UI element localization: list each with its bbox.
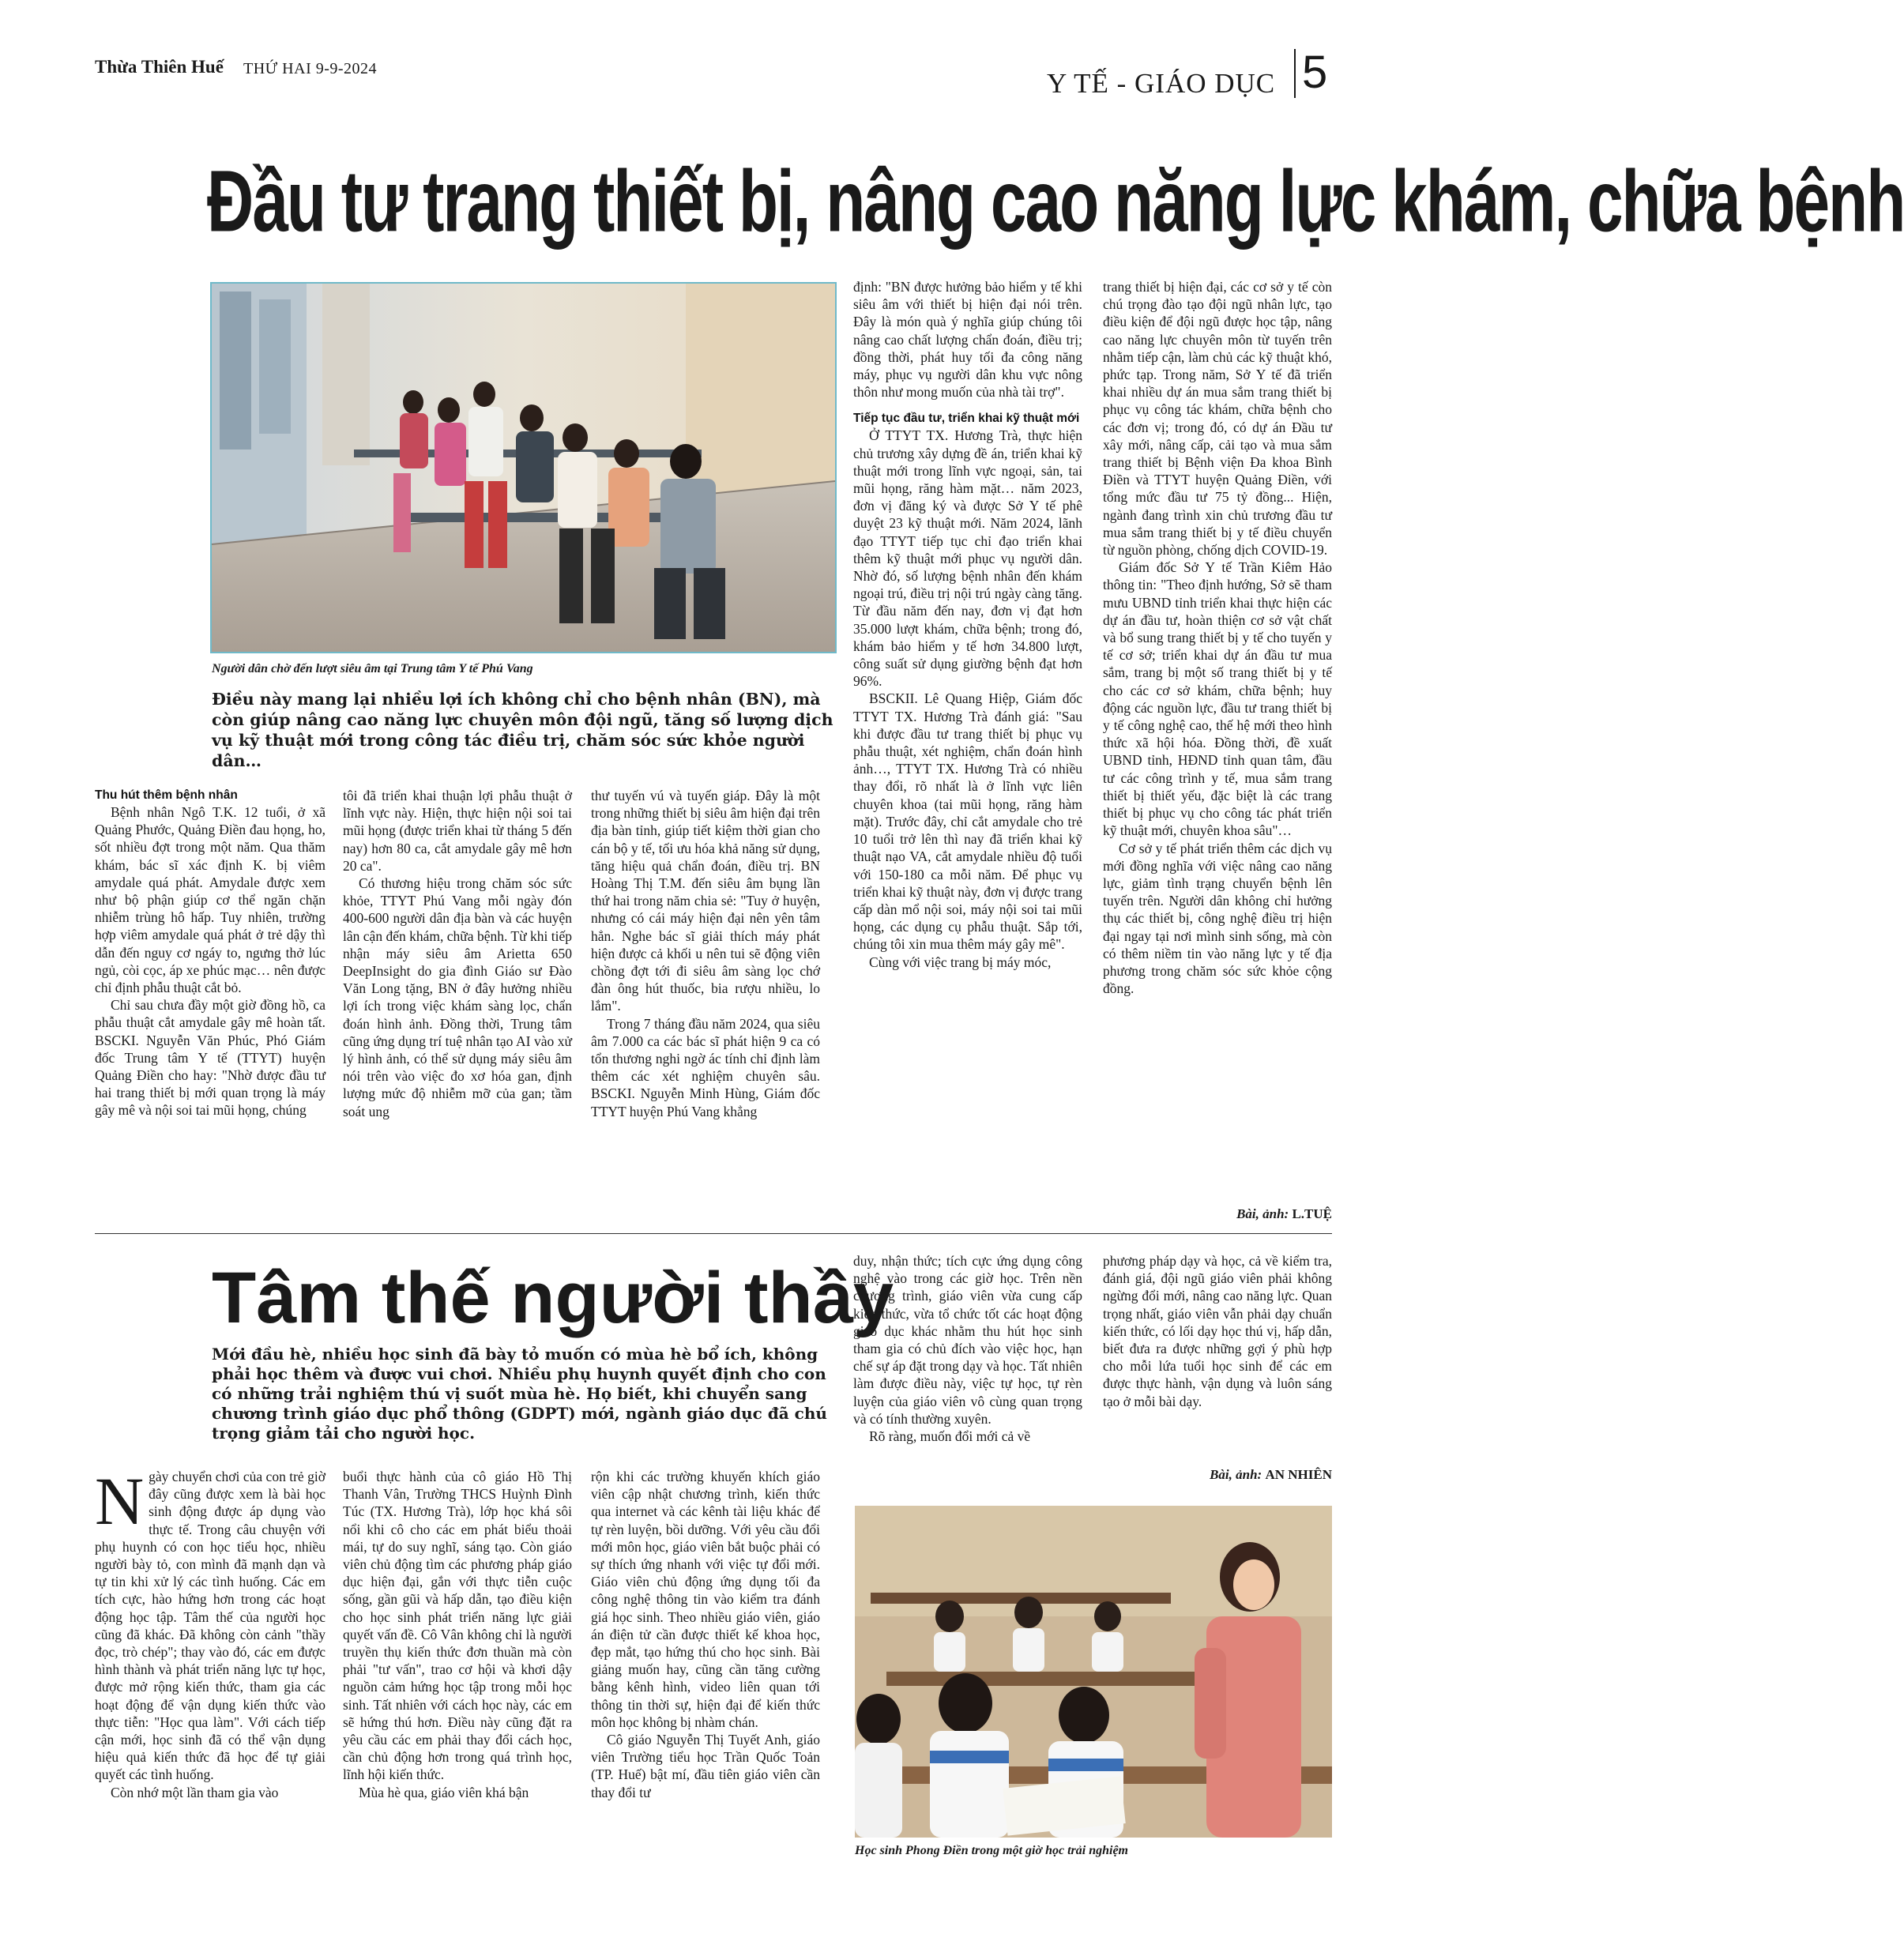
article1-subhead-2: Tiếp tục đầu tư, triển khai kỹ thuật mới	[853, 412, 1080, 426]
byline-prefix: Bài, ảnh:	[1210, 1467, 1262, 1482]
article1-photo-caption: Người dân chờ đến lượt siêu âm tại Trung tâm Y tế Phú Vang	[212, 662, 533, 675]
article1-column-2	[343, 787, 572, 1120]
paragraph: Có thương hiệu trong chăm sóc sức khỏe, TTYT Phú Vang mỗi ngày đón 400-600 người dân địa bàn và các huyện lân cận đến khám, chữa bệnh. Từ khi tiếp nhận máy siêu âm Arietta 650 DeepInsight do gia đình Giáo sư Đào Văn Long tặng, BN ở đây hưởng nhiều lợi ích trong việc khám sàng lọc, chẩn đoán hình ảnh. Đồng thời, Trung tâm cũng ứng dụng trí tuệ nhân tạo AI vào xử lý hình ảnh, có thể sử dụng máy siêu âm nói trên vào việc đo xơ hóa gan, định lượng mức độ nhiễm mỡ của gan; tầm soát ung	[343, 875, 572, 1119]
paragraph	[95, 1463, 325, 1784]
page-number: 5	[1302, 47, 1328, 98]
article2-column-4	[853, 1252, 1082, 1445]
article1-photo	[210, 282, 837, 653]
article2-byline	[1106, 1467, 1332, 1483]
paragraph: buổi thực hành của cô giáo Hồ Thị Thanh Vân, Trường THCS Huỳnh Đình Túc (TX. Hương Trà), lớp học khá sôi nổi khi cô cho các em phát biểu thoải mái, tự do suy nghĩ, sáng tạo. Còn giáo viên chủ động tìm các phương pháp giáo dục hiện đại, gắn với thực tiễn cuộc sống, gần gũi và hấp dẫn, tạo điều kiện cho học sinh phát triển năng lực giải quyết vấn đề. Cô Vân không chỉ là người truyền thụ kiến thức đơn thuần mà còn phải "tư vấn", trao cơ hội và khơi dậy nguồn cảm hứng học tập trong mỗi học sinh. Tất nhiên với cách học này, các em sẽ hứng thú hơn. Điều này cũng đặt ra yêu cầu các em phải thay đổi cách học, cần chủ động hơn trong quá trình học, lĩnh hội kiến thức.	[343, 1469, 572, 1783]
article2-column-5	[1103, 1252, 1332, 1410]
paragraph: duy, nhận thức; tích cực ứng dụng công nghệ vào trong các giờ học. Trên nền chương trình, giáo viên vừa cung cấp kiến thức, vừa tổ chức tốt các hoạt động giáo dục khác nhằm thu hút học sinh tham gia có chủ đích vào việc học, hạn chế sự áp đặt trong dạy và học. Tất nhiên làm được điều này, việc tự học, tự rèn luyện của giáo viên vô cùng quan trọng và có tính thường xuyên.	[853, 1253, 1082, 1427]
paragraph: tôi đã triển khai thuận lợi phẫu thuật ở lĩnh vực này. Hiện, thực hiện nội soi tai mũi họng (được triển khai từ tháng 5 đến nay) hơn 80 ca, cắt amydale gây mê hơn 20 ca".	[343, 788, 572, 874]
paragraph: Mùa hè qua, giáo viên khá bận	[359, 1784, 529, 1800]
article1-column-1	[95, 787, 325, 1119]
paragraph: Ở TTYT TX. Hương Trà, thực hiện chủ trương xây dựng đề án, triển khai kỹ thuật mới trong lĩnh vực ngoại, sản, tai mũi họng, răng hàm mặt… năm 2023, đơn vị đăng ký và được Sở Y tế phê duyệt 23 kỹ thuật mới. Năm 2024, lãnh đạo TTYT tiếp tục chỉ đạo triển khai thêm kỹ thuật mới phục vụ người dân. Nhờ đó, số lượng bệnh nhân đến khám ngoại trú, điều trị nội trú ngày càng tăng. Từ đầu năm đến nay, đơn vị đạt hơn 35.000 lượt khám, chữa bệnh; trong đó, khám bảo hiểm y tế hơn 34.800 lượt, công suất sử dụng giường bệnh đạt hơn 96%.	[853, 427, 1082, 690]
paragraph-text: gày chuyển chơi của con trẻ giờ đây cũng được xem là bài học sinh động được áp dụng vào thực tế. Trong câu chuyện với phụ huynh có con học tiểu học, nhiều người bày tỏ, con mình đã mạnh dạn và tự tin khi xử lý các tình huống. Các em tích cực, hào hứng hơn trong các hoạt động học tập. Tâm thế của người học cũng đã khác. Đã không còn cảnh "thầy đọc, trò chép"; thay vào đó, các em được hình thành và phát triển năng lực tự học, được mở rộng kiến thức, tham gia các hoạt động để vận dụng kiến thức vào thực tiễn: "Học qua làm". Với cách tiếp cận mới, học sinh đã có thể vận dụng hiệu quả kiến thức đã học để tự giải quyết các tình huống.	[95, 1469, 325, 1783]
article2-title: Tâm thế người thầy	[212, 1258, 894, 1338]
paragraph: Giám đốc Sở Y tế Trần Kiêm Hảo thông tin: "Theo định hướng, Sở sẽ tham mưu UBND tỉnh triển khai thực hiện các dự án đầu tư, hoàn thiện cơ sở vật chất và bổ sung trang thiết bị y tế cho tuyến y tế cơ sở; triển khai dự án đầu tư mua sắm, trang bị một số trang thiết bị y tế cho các cơ sở khám, chữa bệnh; huy động các nguồn lực, đầu tư trang thiết bị y tế công nghệ cao, thế hệ mới theo hình thức xã hội hóa. Đồng thời, đề xuất UBND tỉnh, HĐND tỉnh quan tâm, đầu tư các công trình y tế, mua sắm trang thiết bị thiết yếu, đặc biệt là các trang thiết bị phục vụ cho công tác phát triển kỹ thuật mới, chuyên khoa sâu"…	[1103, 559, 1332, 839]
paragraph: Còn nhớ một lần tham gia vào	[111, 1784, 279, 1800]
article1-column-5	[1103, 278, 1332, 997]
paragraph: BSCKII. Lê Quang Hiệp, Giám đốc TTYT TX. Hương Trà đánh giá: "Sau khi được đầu tư trang thiết bị phục vụ phẫu thuật, xét nghiệm, chẩn đoán hình ảnh…, TTYT TX. Hương Trà có nhiều thay đổi, rõ nhất là ở lĩnh vực liên chuyên khoa (tai mũi họng, răng hàm mặt). Trước đây, chỉ cắt amydale cho trẻ 10 tuổi trở lên thì nay đã triển khai kỹ thuật nạo VA, cắt amydale nhiều độ tuổi với 150-180 ca mỗi năm. Để phục vụ triển khai kỹ thuật này, đơn vị được trang cấp dàn mổ nội soi, máy nội soi tai mũi họng, các dụng cụ phẫu thuật. Sắp tới, chúng tôi xin mua thêm máy gây mê".	[853, 690, 1082, 953]
article1-title: Đầu tư trang thiết bị, nâng cao năng lực khám, chữa bệnh	[207, 152, 1904, 250]
paragraph: định: "BN được hưởng bảo hiểm y tế khi siêu âm với thiết bị hiện đại nói trên. Đây là món quà ý nghĩa giúp chúng tôi nâng cao chất lượng chẩn đoán, điều trị; đồng thời, phát huy tối đa công năng máy, phục vụ người dân khu vực nông thôn như mong muốn của nhà tài trợ".	[853, 279, 1082, 401]
article1-column-3	[591, 787, 820, 1120]
paragraph: Cơ sở y tế phát triển thêm các dịch vụ mới đồng nghĩa với việc nâng cao năng lực, giảm tình trạng chuyển bệnh lên tuyến trên. Người dân không chỉ hưởng thụ các thiết bị, công nghệ điều trị hiện đại ngay tại nơi mình sinh sống, mà còn có thêm niềm tin vào năng lực y tế địa phương trong chăm sóc sức khỏe cộng đồng.	[1103, 840, 1332, 997]
paragraph: Chỉ sau chưa đầy một giờ đồng hồ, ca phẫu thuật cắt amydale gây mê hoàn tất. BSCKI. Nguyễn Văn Phúc, Phó Giám đốc Trung tâm Y tế (TTYT) huyện Quảng Điền cho hay: "Nhờ được đầu tư hai trang thiết bị mới quan trọng là máy gây mê và nội soi tai mũi họng, chúng	[95, 997, 325, 1119]
article1-column-4	[853, 278, 1082, 971]
article2-photo	[855, 1506, 1332, 1838]
article2-column-1	[95, 1463, 325, 1801]
paragraph: Rõ ràng, muốn đổi mới cả về	[869, 1428, 1031, 1445]
paragraph: trang thiết bị hiện đại, các cơ sở y tế còn chú trọng đào tạo đội ngũ nhân lực, tạo điều kiện để đội ngũ được học tập, nâng cao năng lực chuyên môn từ tuyến trên nhằm tiếp cận, làm chủ các kỹ thuật khó, phức tạp. Trong năm, Sở Y tế đã triển khai nhiều dự án mua sắm trang thiết bị phục vụ công tác khám, chữa bệnh cho các đơn vị; trong đó, có dự án Đầu tư xây mới, nâng cấp, cải tạo và mua sắm trang thiết bị Bệnh viện Đa khoa Bình Điền và TTYT huyện Quảng Điền, với tổng mức đầu tư 75 tỷ đồng... Hiện, ngành đang trình xin chủ trương đầu tư mua sắm trang thiết bị y tế điều chuyển từ nguồn phòng, chống dịch COVID-19.	[1103, 279, 1332, 559]
article1-lead: Điều này mang lại nhiều lợi ích không chỉ cho bệnh nhân (BN), mà còn giúp nâng cao năng lực chuyên môn đội ngũ, tăng số lượng dịch vụ kỹ thuật mới trong công tác điều trị, chăm sóc sức khỏe người dân…	[212, 690, 833, 770]
drop-cap: N	[95, 1463, 145, 1539]
paragraph: phương pháp dạy và học, cả về kiểm tra, đánh giá, đội ngũ giáo viên phải không ngừng đổi mới, nâng cao năng lực. Quan trọng nhất, giáo viên vẫn phải dạy chuẩn kiến thức, có lối dạy học thú vị, hấp dẫn, biết đưa ra được những gợi ý phù hợp cho mỗi lứa tuổi học sinh để các em được thực hành, vận dụng và luôn sáng tạo ở mỗi bài dạy.	[1103, 1253, 1332, 1409]
paragraph: Cô giáo Nguyễn Thị Tuyết Anh, giáo viên Trường tiểu học Trần Quốc Toản (TP. Huế) bật mí, đầu tiên giáo viên cần thay đổi tư	[591, 1732, 820, 1800]
byline-prefix: Bài, ảnh:	[1236, 1206, 1289, 1221]
paragraph: thư tuyến vú và tuyến giáp. Đây là một trong những thiết bị siêu âm hiện đại trên địa bàn tỉnh, giúp tiết kiệm thời gian cho cán bộ y tế, tối ưu hóa khả năng sử dụng, tăng hiệu quả chẩn đoán, điều trị. BN Hoàng Thị T.M. đến siêu âm bụng lần thứ hai trong năm chia sẻ: "Tuy ở huyện, nhưng có cái máy hiện đại nên yên tâm hẳn. Nghe bác sĩ giải thích máy phát hiện được cả khối u nên tui sẽ động viên chồng đợt tới đi siêu âm sàng lọc chớ đàn ông hút thuốc, bia rượu nhiều, lo lắm".	[591, 788, 820, 1014]
masthead-divider	[1294, 49, 1296, 98]
article2-column-2	[343, 1468, 572, 1801]
paragraph: Bệnh nhân Ngô T.K. 12 tuổi, ở xã Quảng Phước, Quảng Điền đau họng, ho, sốt nhiều đợt trong một năm. Qua thăm khám, bác sĩ xác định K. bị viêm amydale quá phát. Amydale được xem như bộ phận giúp cơ thể ngăn chặn nhiễm trùng hô hấp. Tuy nhiên, trường hợp viêm amydale quá phát ở trẻ dậy thì dẫn đến nguy cơ ngáy to, ngưng thở lúc ngủ, còi cọc, áp xe phúc mạc… nên được chỉ định phẫu thuật cắt bỏ.	[95, 804, 325, 996]
article1-byline	[1106, 1206, 1332, 1222]
section-name: Y TẾ - GIÁO DỤC	[1047, 68, 1276, 99]
paragraph: rộn khi các trường khuyến khích giáo viên cập nhật chương trình, kiến thức qua internet và các kênh tài liệu khác để tự rèn luyện, bồi dưỡng. Với yêu cầu đổi mới môn học, giáo viên bắt buộc phải có sự thích ứng nhanh với việc tự đổi mới. Giáo viên chủ động ứng dụng tối đa công nghệ thông tin vào kiểm tra đánh giá học sinh. Theo nhiều giáo viên, giáo án điện tử cần được thiết kế khoa học, đẹp mắt, tạo hứng thú cho học sinh. Bài giảng muốn hay, cũng cần tăng cường bằng kênh hình, video liên quan tới thông tin thời sự, hiện đại để kiến thức môn học không bị nhàm chán.	[591, 1469, 820, 1730]
newspaper-name: Thừa Thiên Huế	[95, 57, 224, 77]
article2-photo-caption: Học sinh Phong Điền trong một giờ học trải nghiệm	[855, 1844, 1128, 1857]
article1-subhead-1: Thu hút thêm bệnh nhân	[95, 788, 238, 802]
paragraph: Trong 7 tháng đầu năm 2024, qua siêu âm 7.000 ca các bác sĩ phát hiện 9 ca có tổn thương nghi ngờ ác tính chỉ định làm thêm các xét nghiệm chuyên sâu. BSCKI. Nguyễn Minh Hùng, Giám đốc TTYT huyện Phú Vang khẳng	[591, 1015, 820, 1119]
article2-lead: Mới đầu hè, nhiều học sinh đã bày tỏ muốn có mùa hè bổ ích, không phải học thêm và được vui chơi. Nhiều phụ huynh quyết định cho con có những trải nghiệm thú vị suốt mùa hè. Họ biết, khi chuyển sang chương trình giáo dục phổ thông (GDPT) mới, ngành giáo dục đã chú trọng giảm tải cho người học.	[212, 1345, 827, 1443]
paragraph: Cùng với việc trang bị máy móc,	[869, 954, 1052, 970]
issue-date: THỨ HAI 9-9-2024	[243, 60, 378, 77]
byline-author: L.TUỆ	[1292, 1206, 1332, 1221]
article2-column-3	[591, 1468, 820, 1801]
byline-author: AN NHIÊN	[1265, 1467, 1332, 1482]
article-divider	[95, 1233, 1332, 1234]
